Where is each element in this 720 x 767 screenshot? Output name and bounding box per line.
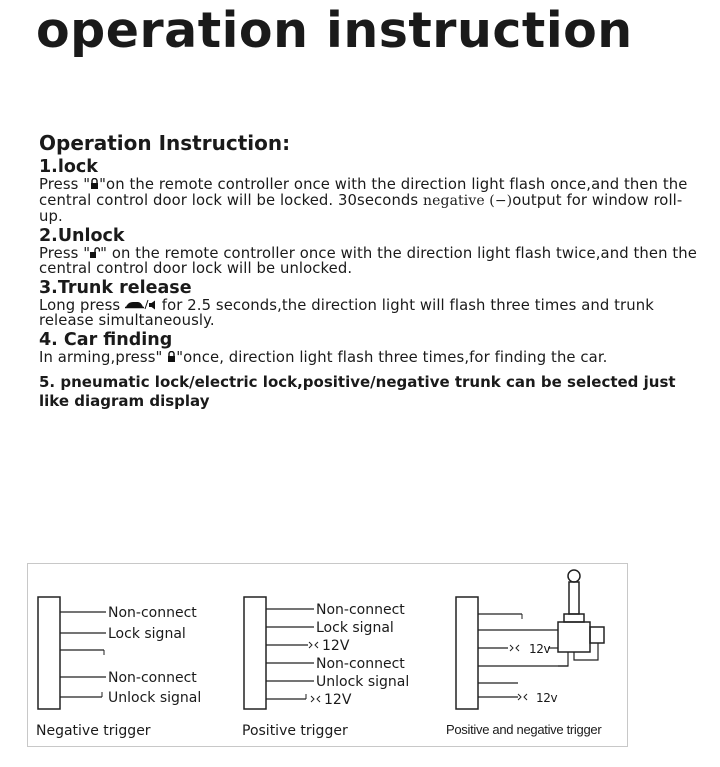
item-title: 4. Car finding — [39, 329, 173, 350]
diagram-label: 12V — [324, 692, 352, 708]
diagram-label: Non-connect — [316, 656, 405, 672]
negative-trigger-diagram — [36, 597, 201, 739]
instruction-content — [39, 130, 699, 411]
diagram-caption: Positive and negative trigger — [446, 722, 602, 737]
diagram-label: Non-connect — [108, 670, 197, 686]
positive-negative-trigger-diagram — [446, 570, 604, 737]
diagram-label: Unlock signal — [108, 690, 202, 706]
diagram-label: 12v — [529, 642, 551, 656]
item-body: Press " " on the remote controller once with the direction light flash twice,and then the central control door lock will be unlocked. — [39, 244, 697, 277]
lock-closed-icon — [90, 178, 99, 189]
lock-actuator-icon — [548, 570, 604, 666]
diagram-label: 12v — [536, 691, 558, 705]
item-title: 1.lock — [39, 157, 98, 177]
instruction-item-lock — [39, 157, 699, 225]
instruction-item-trunk — [39, 278, 699, 329]
connector-block — [456, 597, 478, 709]
diagram-label: Non-connect — [108, 605, 197, 621]
diagram-caption: Negative trigger — [36, 723, 151, 739]
diagram-label: Lock signal — [316, 620, 394, 636]
instruction-item-selection: 5. pneumatic lock/electric lock,positive/negative trunk can be selected just like diagram display — [39, 373, 676, 410]
diagram-label: Unlock signal — [316, 674, 410, 690]
lock-open-icon — [90, 247, 100, 258]
trunk-speaker-icon — [125, 299, 157, 310]
item-body: Long press for 2.5 seconds,the direction light will flash three times and trunk release simultaneously. — [39, 296, 654, 329]
page-title: operation instruction — [36, 2, 633, 59]
connector-block — [38, 597, 60, 709]
diagram-label: Lock signal — [108, 626, 186, 642]
lock-closed-icon — [167, 351, 176, 362]
diagram-caption: Positive trigger — [242, 723, 348, 739]
item-title: 3.Trunk release — [39, 277, 192, 298]
diagram-label: Non-connect — [316, 602, 405, 618]
section-heading: Operation Instruction: — [39, 131, 291, 155]
wiring-diagram — [27, 563, 628, 747]
connector-block — [244, 597, 266, 709]
wiring-diagram-svg — [28, 564, 629, 748]
instruction-item-unlock — [39, 226, 699, 277]
instruction-item-car-finding — [39, 330, 699, 366]
diagram-label: 12V — [322, 638, 350, 654]
item-body: Press " "on the remote controller once with the direction light flash once,and then the central control door lock will be locked. 30seconds negative (−)output for window roll-up. — [39, 176, 688, 225]
positive-trigger-diagram — [242, 597, 409, 739]
item-title: 2.Unlock — [39, 225, 125, 246]
item-body: In arming,press" "once, direction light flash three times,for finding the car. — [39, 348, 608, 366]
